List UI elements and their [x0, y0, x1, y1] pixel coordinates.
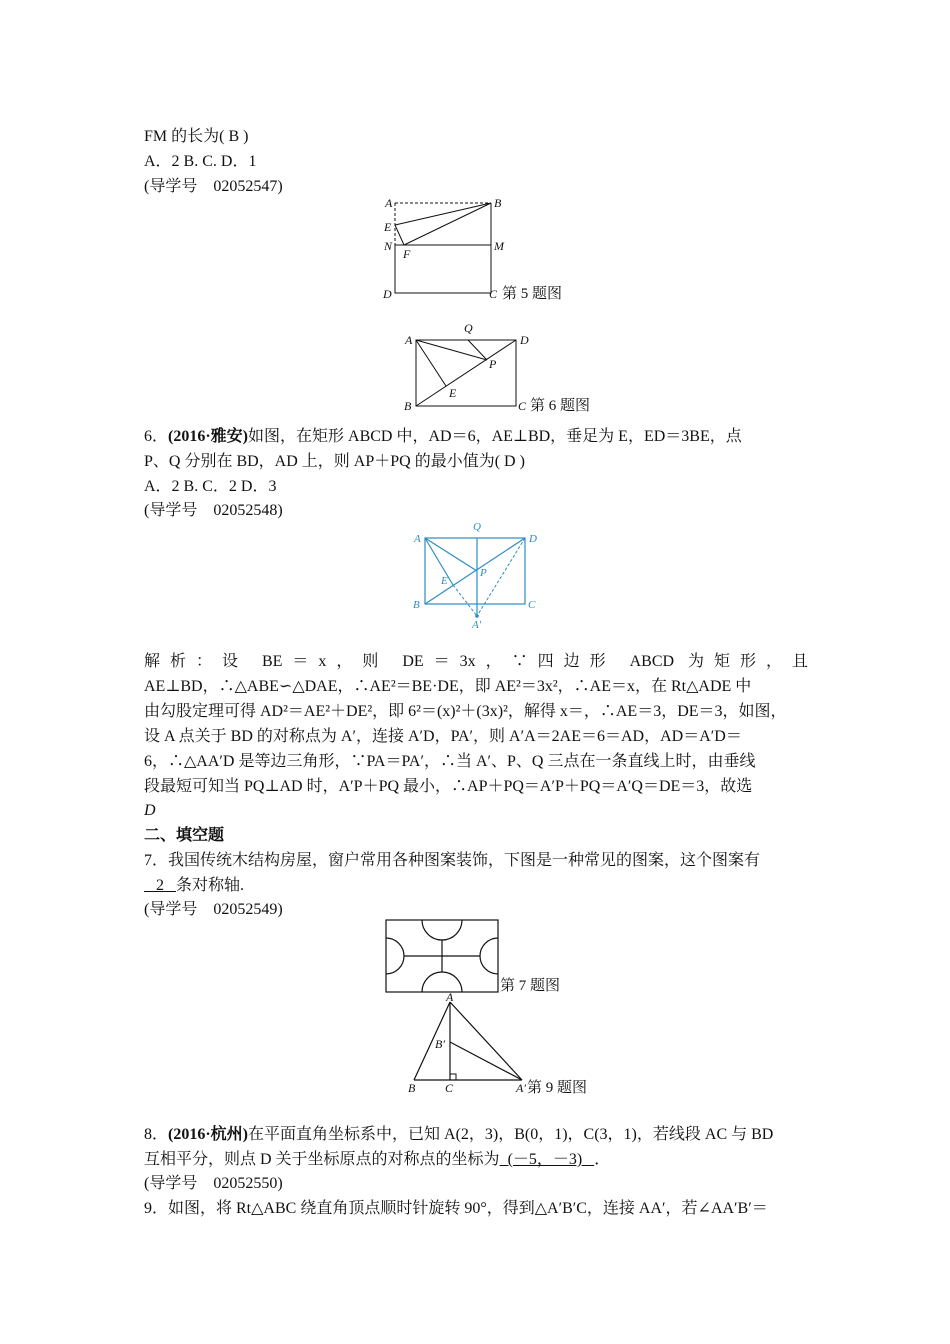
q6-line-1: [144, 427, 808, 447]
q8-prefix: 8．: [144, 1126, 169, 1143]
solution-line-4: 设 A 点关于 BD 的对称点为 A′，连接 A′D，PA′，则 A′A＝2AE＝6＝AD，AD＝A′D＝: [144, 728, 742, 745]
label-a: A: [405, 333, 413, 347]
figure-7-caption: 第 7 题图: [500, 978, 561, 994]
q7-answer: 2: [156, 877, 164, 894]
label-c: C: [518, 399, 527, 413]
q8-answer-blank: [500, 1151, 595, 1168]
q5-tail: FM 的长为( B ): [144, 128, 249, 145]
figure-5: [378, 195, 578, 305]
solution-line-2: AE⊥BD，∴△ABE∽△DAE，∴AE²＝BE·DE，即 AE²＝3x²，∴AE＝x，在 Rt△ADE 中: [144, 678, 752, 695]
q6-line-2: P、Q 分别在 BD，AD 上，则 AP＋PQ 的最小值为( D ): [144, 453, 525, 470]
label-p: P: [489, 357, 497, 371]
label-c: C: [489, 287, 498, 301]
figure-6-caption: 第 6 题图: [530, 398, 591, 414]
figure-6: [400, 320, 600, 416]
q6-prefix: 6．: [144, 428, 169, 445]
label-b: B: [404, 399, 412, 413]
label-c: C: [445, 1081, 454, 1095]
figure-9-caption: 第 9 题图: [527, 1080, 588, 1096]
label-n: N: [384, 239, 393, 253]
label-m: M: [494, 239, 504, 253]
solution-line-7: D: [144, 802, 156, 819]
q7-line-2: [144, 876, 808, 896]
q6-source: (2016·雅安): [168, 428, 249, 445]
label-d: D: [529, 533, 537, 545]
label-q: Q: [464, 321, 473, 335]
label-q: Q: [473, 521, 481, 533]
q8-end: ．: [594, 1151, 611, 1168]
label-d: D: [383, 287, 392, 301]
label-d: D: [520, 333, 529, 347]
label-b: B: [494, 196, 502, 210]
q7-line-1: 7．我国传统木结构房屋，窗户常用各种图案装饰，下图是一种常见的图案，这个图案有: [144, 852, 761, 869]
q8-line-1: [144, 1125, 808, 1145]
figure-6-solution: [405, 518, 555, 633]
q5-options: A．2 B. C. D．1: [144, 153, 257, 170]
label-p: P: [480, 567, 487, 579]
label-f: F: [403, 247, 411, 261]
q7-answer-blank: [144, 877, 176, 894]
label-c: C: [528, 599, 536, 611]
figure-5-caption: 第 5 题图: [502, 286, 563, 302]
q8-text-2: 互相平分，则点 D 关于坐标原点的对称点的坐标为: [144, 1151, 500, 1168]
q9-line-1: 9．如图，将 Rt△ABC 绕直角顶点顺时针旋转 90°，得到△A′B′C，连接 AA′，若∠AA′B′＝: [144, 1200, 768, 1217]
figure-9: [400, 990, 600, 1096]
label-a: A: [385, 196, 393, 210]
solution-line-5: 6，∴△AA′D 是等边三角形，∵PA＝PA′，∴当 A′、P、Q 三点在一条直线上时，由垂线: [144, 753, 756, 770]
label-e: E: [441, 575, 448, 587]
solution-line-6: 段最短可知当 PQ⊥AD 时，A′P＋PQ 最小，∴AP＋PQ＝A′P＋PQ＝A′Q＝DE＝3，故选: [144, 778, 753, 795]
q7-text-2: 条对称轴.: [176, 877, 245, 894]
label-b: B: [413, 599, 420, 611]
label-a: A: [414, 533, 421, 545]
q7-code: (导学号 02052549): [144, 901, 283, 918]
label-b: B: [408, 1081, 416, 1095]
q6-text-1: 如图，在矩形 ABCD 中，AD＝6，AE⊥BD，垂足为 E，ED＝3BE，点: [248, 428, 742, 445]
label-b-prime: B′: [435, 1037, 445, 1051]
section-heading: 二、填空题: [144, 827, 225, 844]
label-a-prime: A′: [516, 1081, 526, 1095]
label-a-prime: A′: [472, 619, 482, 631]
q8-source: (2016·杭州): [168, 1126, 249, 1143]
q6-code: (导学号 02052548): [144, 502, 283, 519]
label-e: E: [449, 386, 457, 400]
q8-code: (导学号 02052550): [144, 1175, 283, 1192]
q6-options: A．2 B. C．2 D．3: [144, 478, 277, 495]
q8-line-2: [144, 1150, 808, 1170]
solution-line-1: 解析：设 BE＝x，则 DE＝3x，∵四边形 ABCD 为矩形，且: [144, 653, 808, 670]
q5-code: (导学号 02052547): [144, 178, 283, 195]
label-e: E: [384, 220, 392, 234]
label-a: A: [446, 990, 454, 1004]
figure-7: [384, 918, 584, 998]
q8-text-1: 在平面直角坐标系中，已知 A(2，3)，B(0，1)，C(3，1)，若线段 AC 与 BD: [248, 1126, 774, 1143]
solution-line-3: 由勾股定理可得 AD²＝AE²＋DE²，即 6²＝(x)²＋(3x)²，解得 x＝，∴AE＝3，DE＝3，如图，: [144, 703, 787, 720]
q8-answer: (－5，－3): [507, 1151, 583, 1168]
